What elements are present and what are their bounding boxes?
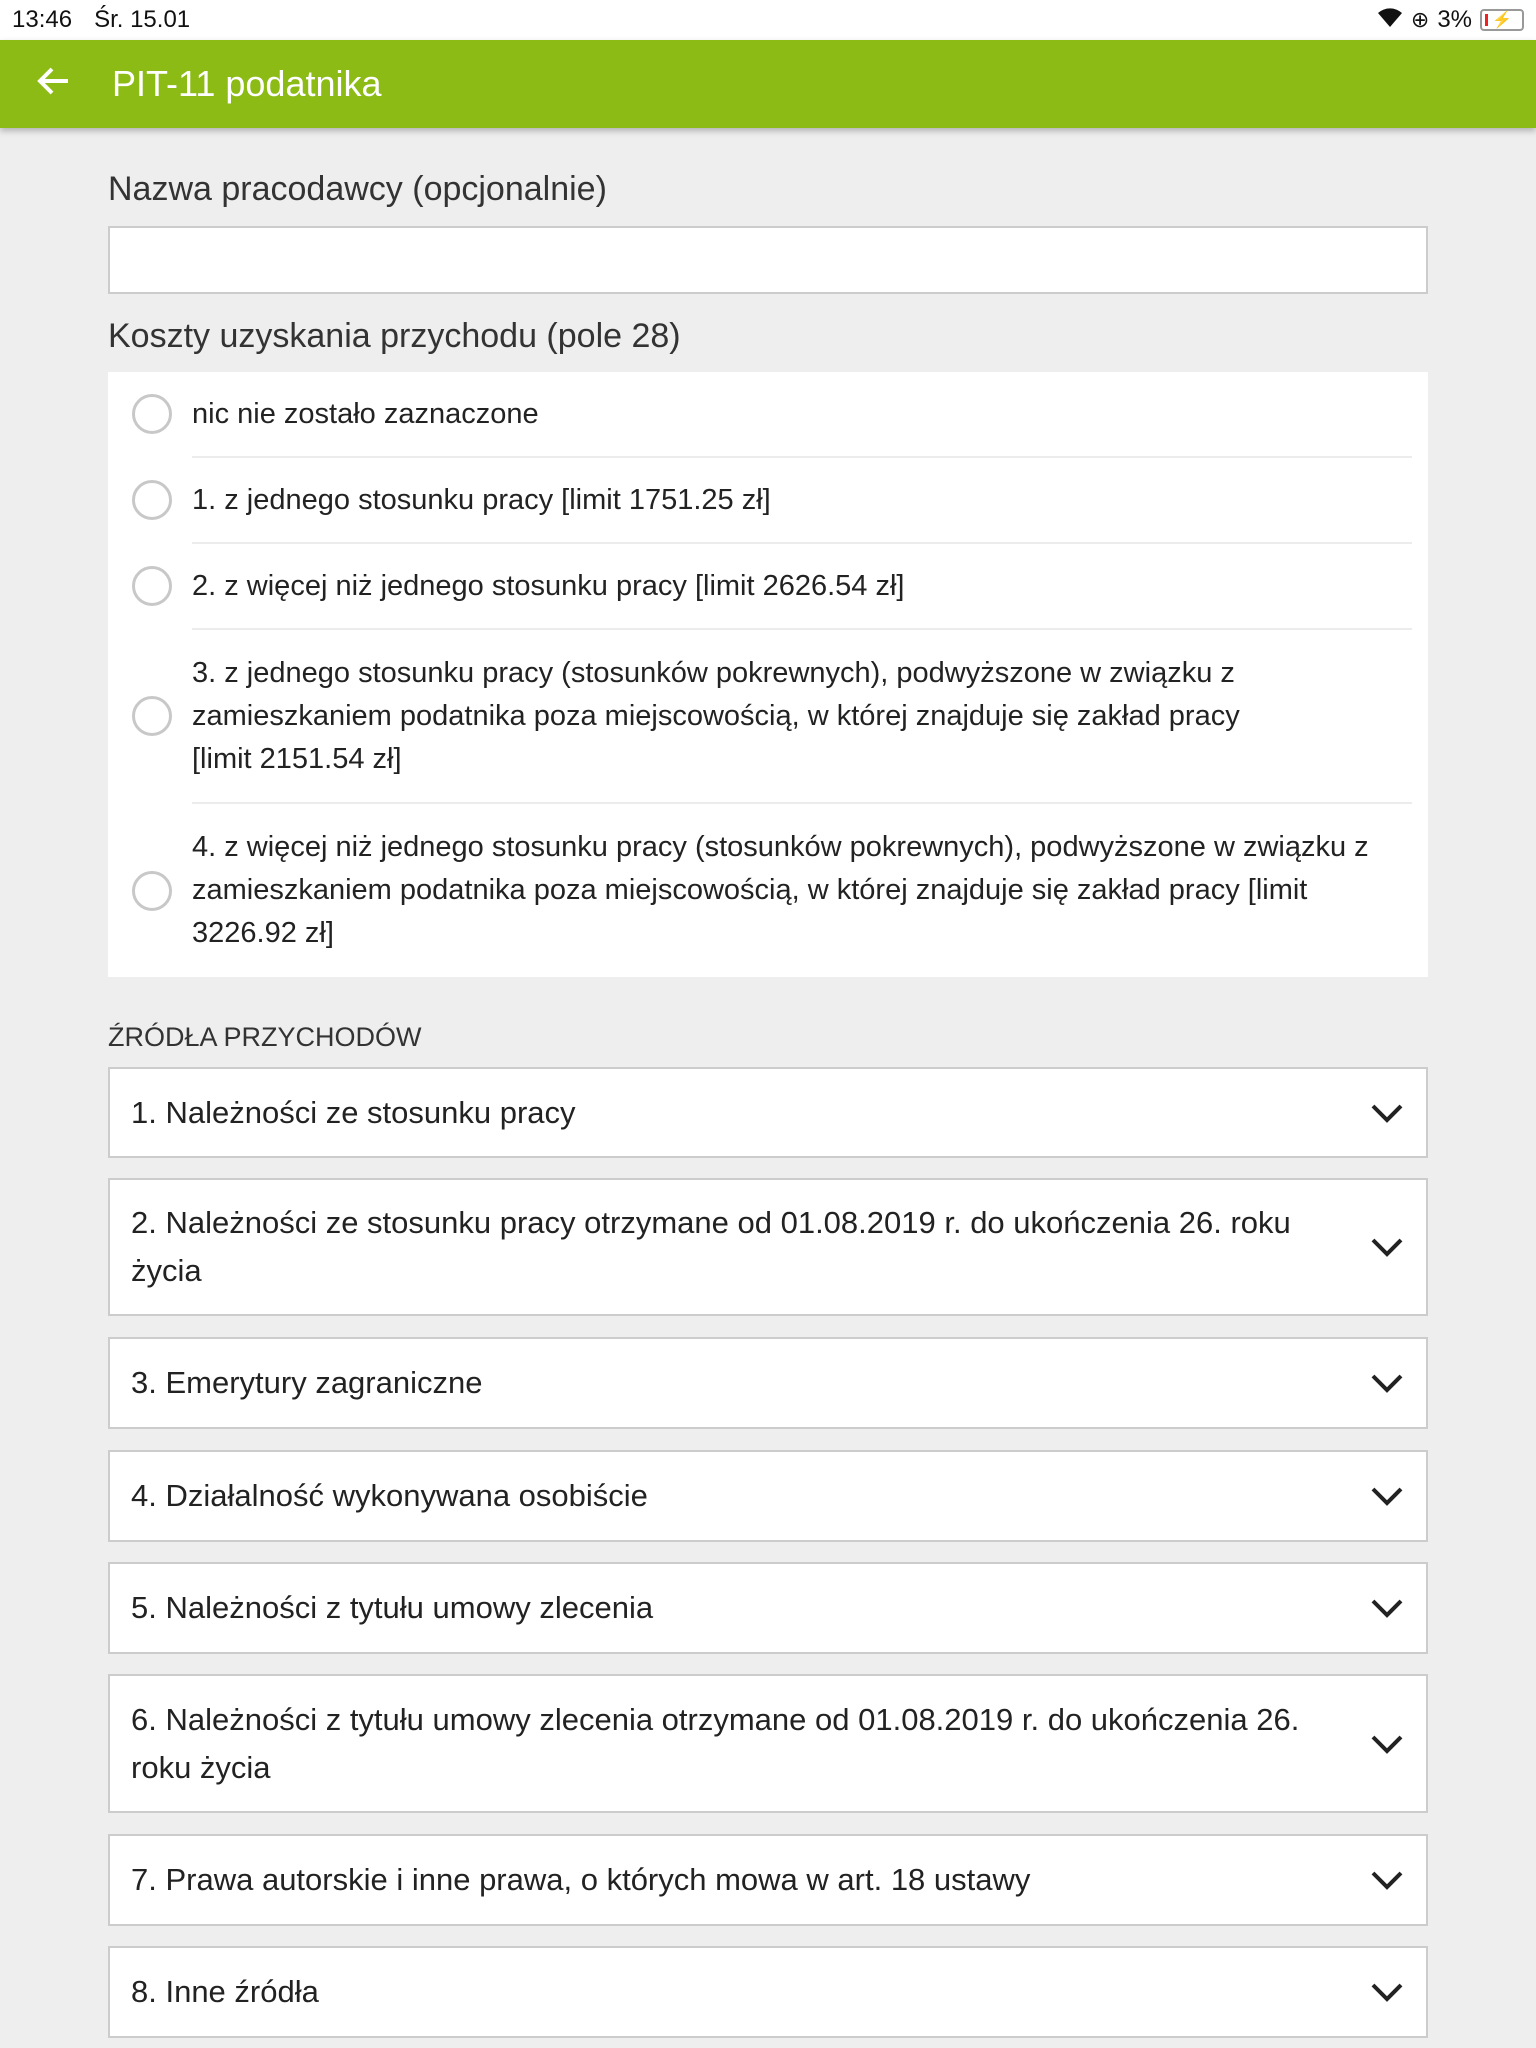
accordion-label: 6. Należności z tytułu umowy zlecenia otrzymane od 01.08.2019 r. do ukończenia 26. roku życia	[131, 1701, 1300, 1785]
accordion-source-6[interactable]	[108, 1674, 1428, 1813]
status-date: Śr. 15.01	[94, 6, 191, 33]
battery-charging-icon: ⚡	[1480, 9, 1524, 31]
accordion-label: 2. Należności ze stosunku pracy otrzymane od 01.08.2019 r. do ukończenia 26. roku życia	[131, 1205, 1291, 1288]
accordion-label: 3. Emerytury zagraniczne	[131, 1365, 483, 1400]
radio-option-3[interactable]	[108, 630, 1428, 802]
chevron-down-icon	[1370, 1982, 1404, 2002]
chevron-down-icon	[1370, 1486, 1404, 1506]
accordion-source-2[interactable]	[108, 1178, 1428, 1316]
radio-label: 3. z jednego stosunku pracy (stosunków pokrewnych), podwyższone w związku z zamieszkaniem podatnika poza miejscowością, w której znajduje się zakład pracy [limit 2151.54 zł]	[192, 656, 1240, 775]
accordion-label: 1. Należności ze stosunku pracy	[131, 1094, 576, 1130]
radio-button[interactable]	[132, 566, 172, 606]
radio-option-1[interactable]	[108, 458, 1428, 542]
chevron-down-icon	[1370, 1870, 1404, 1890]
section-header-sources: ŹRÓDŁA PRZYCHODÓW	[108, 1022, 422, 1052]
wifi-icon	[1377, 6, 1403, 35]
status-time: 13:46	[12, 6, 73, 33]
radio-option-2[interactable]	[108, 544, 1428, 628]
accordion-source-5[interactable]	[108, 1562, 1428, 1654]
accordion-label: 7. Prawa autorskie i inne prawa, o których mowa w art. 18 ustawy	[131, 1862, 1031, 1897]
radio-button[interactable]	[132, 480, 172, 520]
back-arrow-icon[interactable]	[36, 63, 76, 106]
accordion-source-8[interactable]	[108, 1946, 1428, 2038]
chevron-down-icon	[1370, 1373, 1404, 1393]
chevron-down-icon	[1370, 1734, 1404, 1754]
radio-option-4[interactable]	[108, 804, 1428, 977]
employer-label: Nazwa pracodawcy (opcjonalnie)	[108, 170, 607, 208]
costs-label: Koszty uzyskania przychodu (pole 28)	[108, 317, 681, 355]
page-title: PIT-11 podatnika	[112, 63, 382, 104]
radio-button[interactable]	[132, 394, 172, 434]
accordion-source-3[interactable]	[108, 1337, 1428, 1429]
chevron-down-icon	[1370, 1237, 1404, 1257]
costs-radio-group	[108, 372, 1428, 977]
accordion-source-1[interactable]	[108, 1067, 1428, 1158]
chevron-down-icon	[1370, 1103, 1404, 1123]
radio-label: 4. z więcej niż jednego stosunku pracy (stosunków pokrewnych), podwyższone w związku z zamieszkaniem podatnika poza miejscowością, w której znajduje się zakład pracy [limit 3226.92 zł]	[192, 831, 1369, 949]
battery-percent: 3%	[1437, 6, 1472, 33]
status-bar	[0, 0, 1536, 40]
radio-label: 1. z jednego stosunku pracy [limit 1751.25 zł]	[192, 483, 771, 516]
radio-button[interactable]	[132, 871, 172, 911]
app-bar	[0, 40, 1536, 128]
accordion-source-7[interactable]	[108, 1834, 1428, 1926]
radio-label: 2. z więcej niż jednego stosunku pracy [limit 2626.54 zł]	[192, 569, 905, 602]
accordion-label: 5. Należności z tytułu umowy zlecenia	[131, 1590, 654, 1625]
accordion-label: 4. Działalność wykonywana osobiście	[131, 1478, 648, 1513]
rotation-lock-icon: ⊕	[1410, 7, 1430, 32]
chevron-down-icon	[1370, 1598, 1404, 1618]
accordion-source-4[interactable]	[108, 1450, 1428, 1542]
radio-button[interactable]	[132, 696, 172, 736]
radio-label: nic nie zostało zaznaczone	[192, 397, 539, 430]
radio-option-none[interactable]	[108, 372, 1428, 456]
accordion-label: 8. Inne źródła	[131, 1974, 319, 2009]
employer-name-input[interactable]	[108, 226, 1428, 294]
